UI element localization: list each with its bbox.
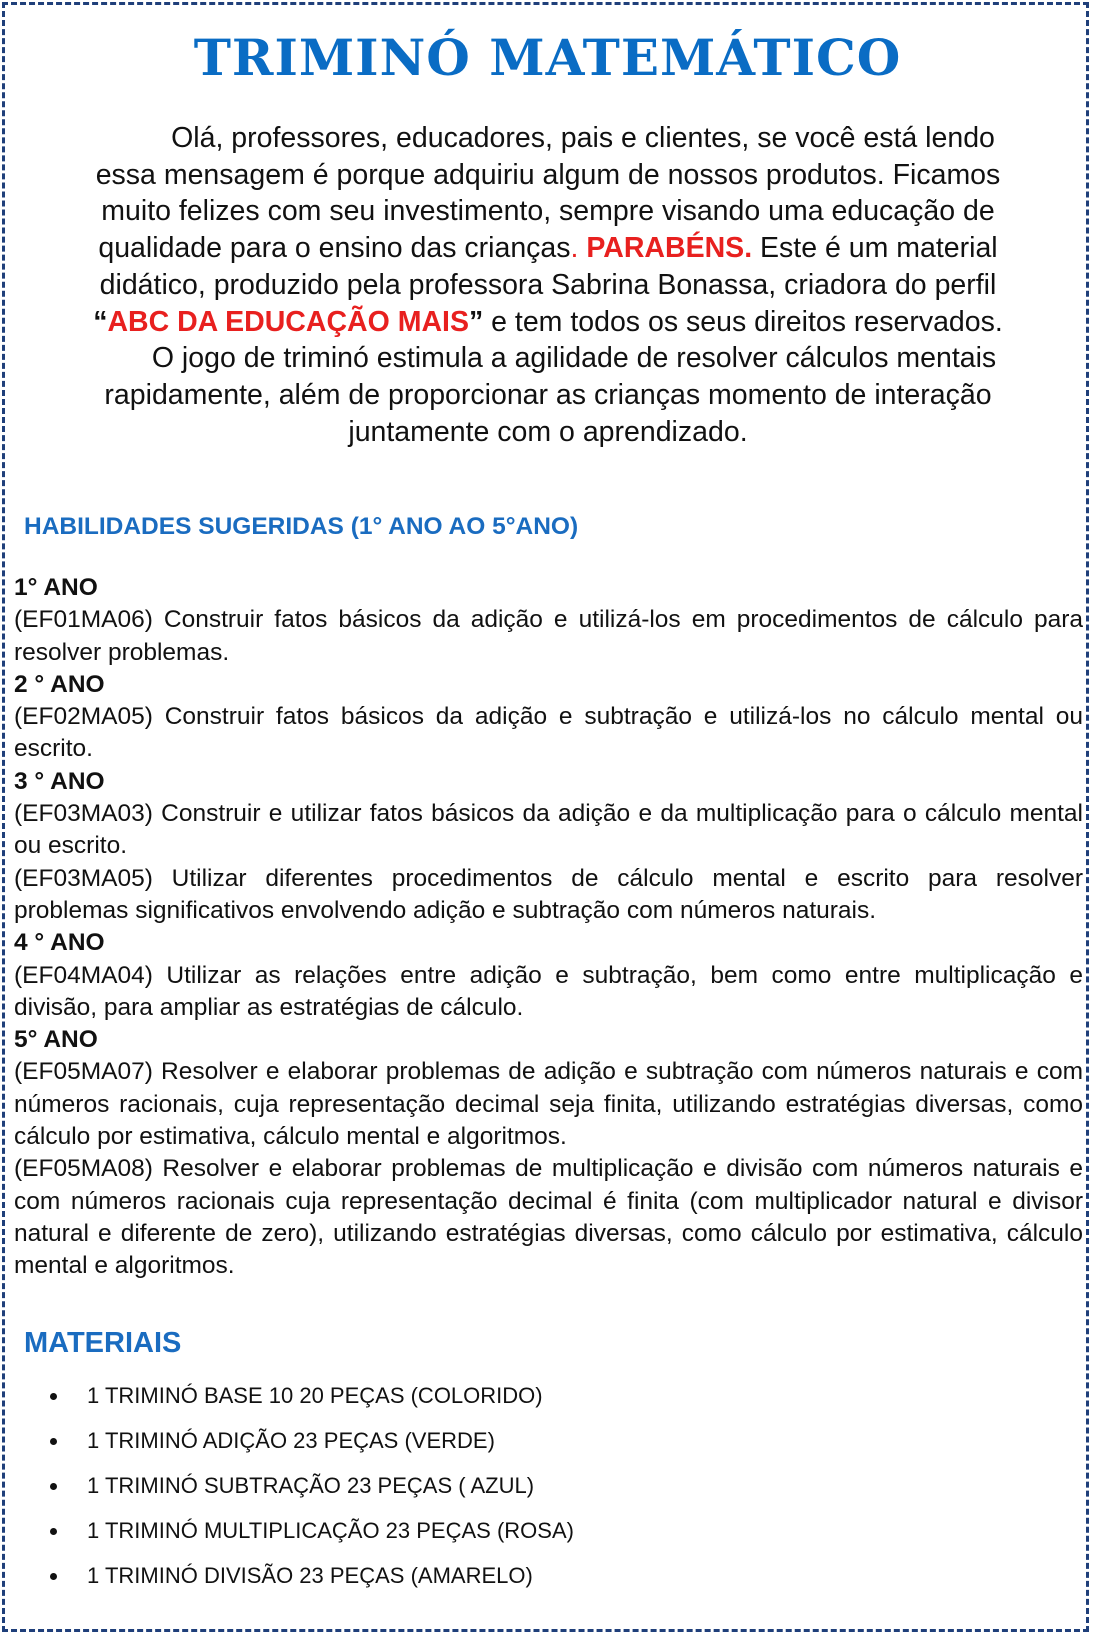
- materials-heading: MATERIAIS: [24, 1327, 182, 1359]
- intro-line: [38, 304, 1058, 341]
- intro-text-segment: e tem todos os seus direitos reservados.: [483, 305, 1003, 338]
- intro-line: O jogo de triminó estimula a agilidade de resolver cálculos mentais: [151, 342, 997, 375]
- bullet-icon: [50, 1573, 57, 1580]
- skills-list: [14, 572, 1083, 1283]
- material-label: 1 TRIMINÓ ADIÇÃO 23 PEÇAS (VERDE): [87, 1428, 495, 1453]
- intro-line: didático, produzido pela professora Sabrina Bonassa, criadora do perfil: [99, 268, 997, 301]
- quote-open: “: [93, 305, 108, 338]
- intro-text-segment: qualidade para o ensino das crianças: [98, 232, 571, 265]
- material-label: 1 TRIMINÓ MULTIPLICAÇÃO 23 PEÇAS (ROSA): [87, 1518, 574, 1543]
- skill-description: (EF02MA05) Construir fatos básicos da adição e subtração e utilizá-los no cálculo mental ou escrito.: [14, 703, 1083, 763]
- page-title: TRIMINÓ MATEMÁTICO: [193, 28, 902, 87]
- list-item: [50, 1513, 574, 1558]
- list-item: [50, 1378, 574, 1423]
- intro-line: muito felizes com seu investimento, sempre visando uma educação de: [101, 195, 995, 228]
- intro-text-segment: Este é um material: [752, 232, 998, 265]
- list-item: [50, 1423, 574, 1468]
- skill-description: (EF01MA06) Construir fatos básicos da adição e utilizá-los em procedimentos de cálculo para resolver problemas.: [14, 606, 1083, 666]
- brand-name: ABC DA EDUCAÇÃO MAIS: [107, 305, 469, 338]
- materials-list: [50, 1378, 574, 1603]
- skill-description: (EF04MA04) Utilizar as relações entre adição e subtração, bem como entre multiplicação e divisão, para ampliar as estratégias de cálculo.: [14, 961, 1083, 1021]
- year-label: 2 ° ANO: [14, 670, 105, 698]
- intro-line: [38, 230, 1058, 267]
- bullet-icon: [50, 1528, 57, 1535]
- skill-description: (EF05MA08) Resolver e elaborar problemas de multiplicação e divisão com números naturais e com números racionais cuja representação decimal é finita (com multiplicador natural e divisor natural e diferente de zero), utilizando estratégias diversas, como cálculo por estimativa, cálculo mental e algoritmos.: [14, 1155, 1083, 1280]
- intro-line: rapidamente, além de proporcionar as crianças momento de interação: [104, 378, 992, 411]
- intro-dot: .: [570, 232, 587, 265]
- skill-description: (EF03MA03) Construir e utilizar fatos básicos da adição e da multiplicação para o cálculo mental ou escrito.: [14, 800, 1083, 860]
- bullet-icon: [50, 1483, 57, 1490]
- congrats-highlight: PARABÉNS.: [586, 232, 753, 265]
- intro-line: juntamente com o aprendizado.: [348, 415, 748, 448]
- skills-heading: HABILIDADES SUGERIDAS (1° ANO AO 5°ANO): [24, 513, 579, 540]
- year-label: 3 ° ANO: [14, 767, 105, 795]
- intro-text: [38, 120, 1058, 450]
- skill-description: (EF05MA07) Resolver e elaborar problemas de adição e subtração com números naturais e com números racionais, cuja representação decimal seja finita, utilizando estratégias diversas, como cálculo por estimativa, cálculo mental e algoritmos.: [14, 1058, 1083, 1151]
- year-label: 5° ANO: [14, 1026, 98, 1054]
- list-item: [50, 1558, 574, 1603]
- list-item: [50, 1468, 574, 1513]
- intro-line: essa mensagem é porque adquiriu algum de nossos produtos. Ficamos: [95, 158, 1001, 191]
- material-label: 1 TRIMINÓ DIVISÃO 23 PEÇAS (AMARELO): [87, 1563, 533, 1588]
- skill-description: (EF03MA05) Utilizar diferentes procedimentos de cálculo mental e escrito para resolver problemas significativos envolvendo adição e subtração com números naturais.: [14, 864, 1083, 924]
- quote-close: ”: [468, 305, 484, 338]
- bullet-icon: [50, 1393, 57, 1400]
- year-label: 4 ° ANO: [14, 929, 105, 957]
- bullet-icon: [50, 1438, 57, 1445]
- material-label: 1 TRIMINÓ SUBTRAÇÃO 23 PEÇAS ( AZUL): [87, 1473, 535, 1498]
- intro-line: Olá, professores, educadores, pais e clientes, se você está lendo: [171, 122, 995, 154]
- material-label: 1 TRIMINÓ BASE 10 20 PEÇAS (COLORIDO): [87, 1383, 543, 1408]
- year-label: 1° ANO: [14, 574, 98, 601]
